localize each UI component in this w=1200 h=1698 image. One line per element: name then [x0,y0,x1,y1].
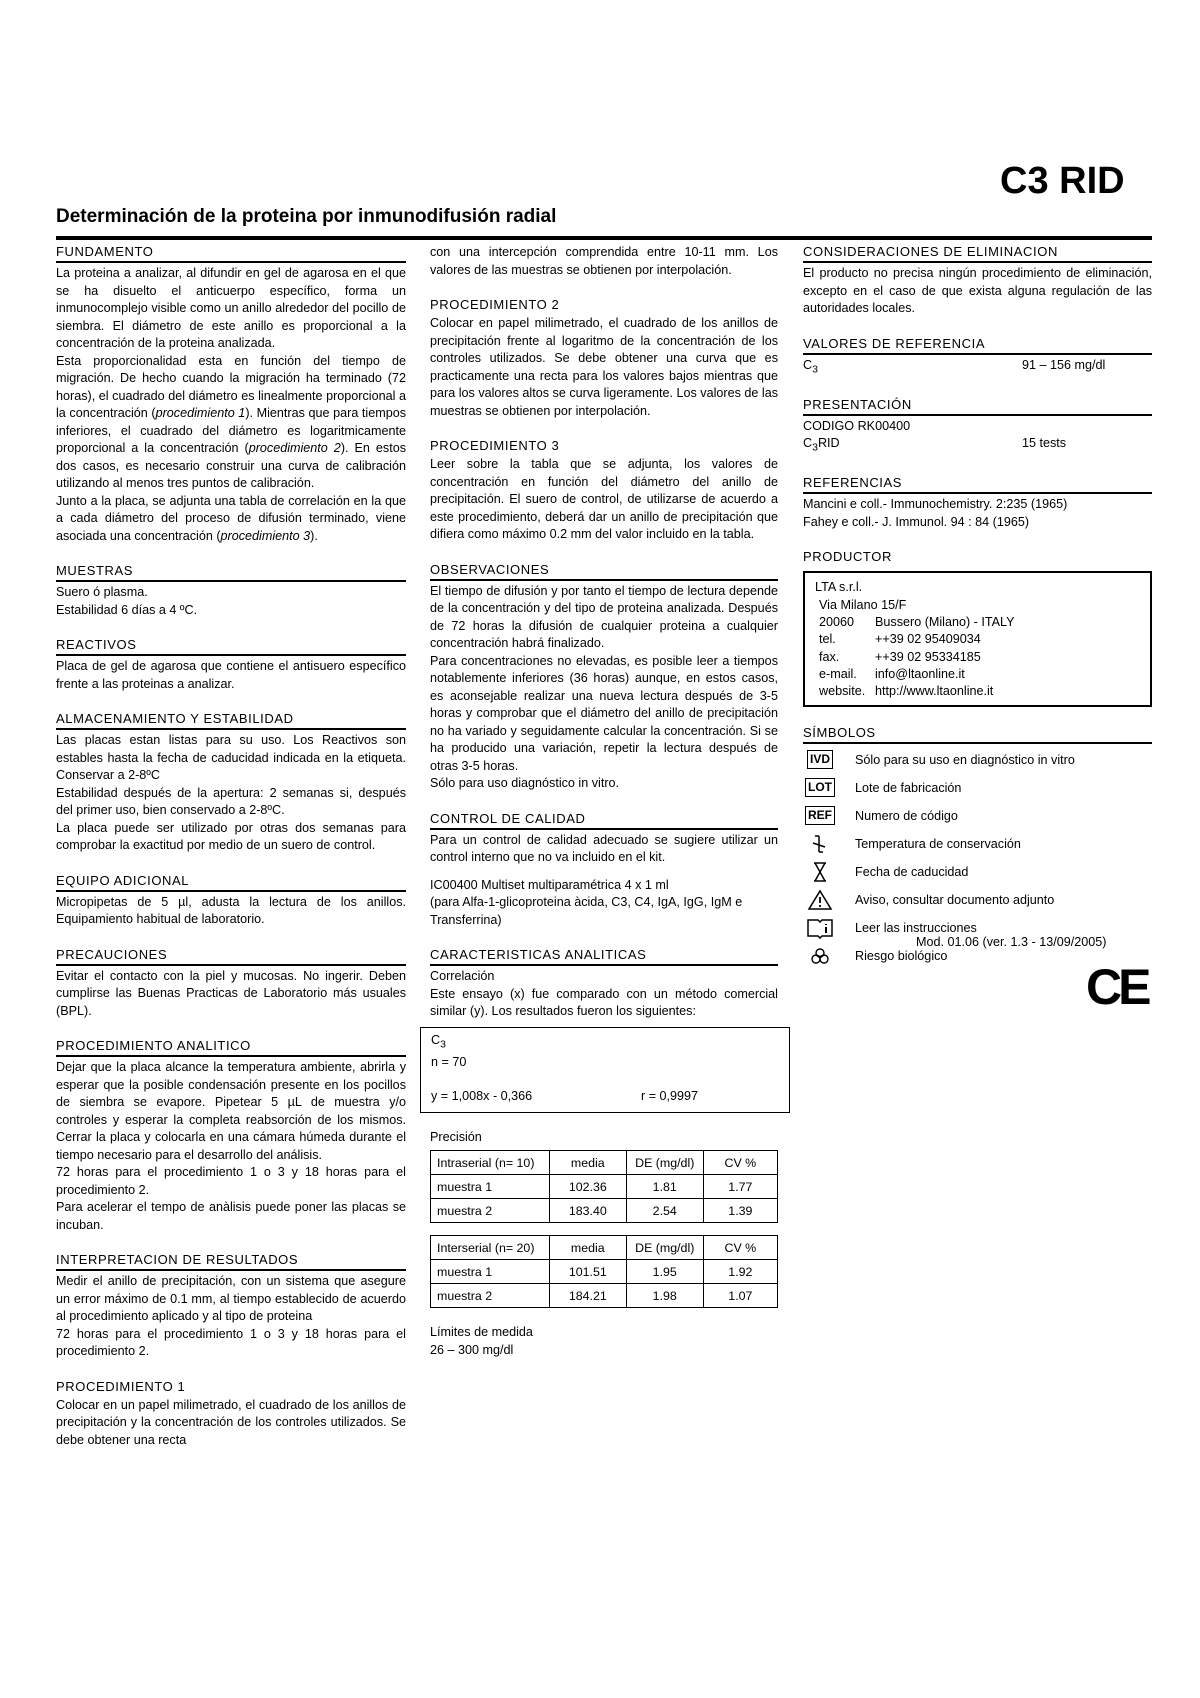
table-cell: CV % [703,1236,777,1260]
book-icon [803,917,837,939]
symbol-row [803,858,1152,886]
section-procedimiento-3 [430,438,778,544]
table-cell: 101.51 [549,1260,626,1284]
correlation-box [420,1027,790,1113]
table-cell: 183.40 [549,1199,626,1223]
paragraph: Las placas estan listas para su uso. Los Reactivos son estables hasta la fecha de caducidad indicada en la etiqueta. Conservar a 2-8ºC [56,733,406,782]
table-cell: 2.54 [626,1199,703,1223]
fax-row [815,649,1140,666]
product-name [803,435,840,457]
section-control-calidad [430,811,778,930]
section-heading: MUESTRAS [56,563,406,582]
table-cell: media [549,1236,626,1260]
email: info@ltaonline.it [875,666,965,681]
section-heading: INTERPRETACION DE RESULTADOS [56,1252,406,1271]
symbol-label: Temperatura de conservación [855,836,1021,851]
table-cell: 1.98 [626,1284,703,1308]
warning-icon [803,889,837,911]
text: C [431,1032,441,1047]
paragraph: Para un control de calidad adecuado se sugiere utilizar un control interno que no va incluido en el kit. [430,832,778,864]
label: fax. [819,649,840,664]
table-cell: 1.95 [626,1260,703,1284]
text: RID [817,436,840,451]
section-heading: ALMACENAMIENTO Y ESTABILIDAD [56,711,406,730]
table-cell: DE (mg/dl) [626,1236,703,1260]
measurement-range: 26 – 300 mg/dl [430,1342,514,1357]
subscript: 3 [812,441,818,454]
thermometer-icon [803,833,837,855]
reference-value: 91 – 156 mg/dl [1022,357,1106,372]
table-cell: Interserial (n= 20) [431,1236,550,1260]
paragraph: Para concentraciones no elevadas, es posible leer a tiempos notablemente inferiores (36 horas) aunque, en estos casos, es aconsejable realizar una nueva lectura después de 3-5 horas y comprobar que el diámetro del anillo de precipitación no ha variado y seguidamente calcular la concentración. Si se ha producido una variación, repetir la lectura después de otras 3-5 horas. [430,653,778,773]
section-precauciones [56,947,406,1021]
text: C [803,357,813,372]
version-note: Mod. 01.06 (ver. 1.3 - 13/09/2005) [916,935,1107,949]
presentation-row [803,435,1152,457]
column-3 [803,244,1152,988]
table-row [431,1175,778,1199]
section-heading: CONTROL DE CALIDAD [430,811,778,830]
text-line: (para Alfa-1-glicoproteina àcida, C3, C4, IgA, IgG, IgM e Transferrina) [430,895,743,927]
section-valores-referencia [803,336,1152,379]
table-row [431,1284,778,1308]
paragraph: Micropipetas de 5 µl, adusta la lectura de los anillos. Equipamiento habitual de laboratorio. [56,894,406,926]
paragraph: Colocar en un papel milimetrado, el cuadrado de los anillos de precipitación y la concentración de los controles utilizados. Se debe obtener una recta [56,1397,406,1447]
subscript: 3 [812,363,818,376]
table-cell: 1.81 [626,1175,703,1199]
paragraph: Medir el anillo de precipitación, con un sistema que asegure un error máximo de 0.1 mm, al tiempo establecido de acuerdo al procedimiento aplicado y al tipo de proteina [56,1274,406,1323]
paragraph [56,493,406,546]
regression-line [431,1088,779,1106]
section-heading: PRODUCTOR [803,549,892,565]
table-cell: 1.92 [703,1260,777,1284]
manufacturer-box [803,571,1152,706]
italic-text: procedimiento 2 [248,441,341,455]
section-almacenamiento [56,711,406,855]
section-referencias [803,475,1152,531]
analyte-label [431,1032,779,1054]
subheading: Límites de medida [430,1325,533,1340]
address-row [815,614,1140,631]
paragraph: Estabilidad después de la apertura: 2 semanas si, después del primer uso, bien conservado a 2-8ºC. [56,785,406,817]
label: e-mail. [819,666,857,681]
symbol-label: Sólo para su uso en diagnóstico in vitro [855,752,1075,767]
paragraph: Colocar en papel milimetrado, el cuadrado de los anillos de precipitación frente al logaritmo de la concentración de los controles utilizados. Se debe obtener una curva que es practicamente una recta para los valores bajos mientras que para los valores altos se curva ligeramente. Los valores de las muestras se obtienen por interpolación. [430,316,778,418]
symbol-badge: IVD [807,750,833,769]
paragraph: Placa de gel de agarosa que contiene el antisuero específico frente a las proteinas a analizar. [56,659,406,691]
text-line: Suero ó plasma. [56,585,148,599]
interserial-table [430,1235,778,1308]
website: http://www.ltaonline.it [875,684,994,699]
table-cell: muestra 2 [431,1284,550,1308]
table-cell: 1.77 [703,1175,777,1199]
document-title: C3 RID [1000,160,1125,202]
section-productor [803,549,1152,706]
table-cell: 1.39 [703,1199,777,1223]
section-heading: REACTIVOS [56,637,406,656]
symbol-label: Aviso, consultar documento adjunto [855,892,1055,907]
paragraph: Para acelerar el tempo de anàlisis puede poner las placas se incuban. [56,1200,406,1232]
email-row [815,666,1140,683]
section-heading: PROCEDIMIENTO ANALITICO [56,1038,406,1057]
table-cell: 1.07 [703,1284,777,1308]
text: ). En estos dos casos, es necesario construir una curva de calibración utilizando al menos tres puntos de calibración. [56,441,406,490]
table-cell: 102.36 [549,1175,626,1199]
subheading: Precisión [430,1129,482,1144]
section-heading: EQUIPO ADICIONAL [56,873,406,892]
reference: Mancini e coll.- Immunochemistry. 2:235 (1965) [803,497,1068,512]
table-cell: Intraserial (n= 10) [431,1151,550,1175]
company-name: LTA s.r.l. [815,580,863,595]
section-heading: CARACTERISTICAS ANALITICAS [430,947,778,966]
lot-icon [803,777,837,799]
section-heading: PROCEDIMIENTO 2 [430,297,560,312]
section-procedimiento-2 [430,297,778,420]
phone-row [815,631,1140,648]
section-heading: SÍMBOLOS [803,725,1152,744]
symbol-badge: LOT [805,778,835,797]
paragraph: El producto no precisa ningún procedimiento de eliminación, excepto en el caso de que exista alguna regulación de las autoridades locales. [803,266,1152,315]
reference-value-row [803,357,1152,379]
table-cell: muestra 1 [431,1260,550,1284]
section-reactivos [56,637,406,693]
product-code: CODIGO RK00400 [803,418,911,433]
symbol-label: Numero de código [855,808,958,823]
text: Esta proporcionalidad esta en función del tiempo de migración. De hecho cuando la migración ha terminado (72 horas), el cuadrado del diámetro es linealmente proporcional a la concentración ( [56,353,406,420]
section-equipo [56,873,406,929]
symbol-row [803,774,1152,802]
table-cell: CV % [703,1151,777,1175]
section-procedimiento-analitico [56,1038,406,1234]
italic-text: procedimiento 3 [220,528,311,543]
symbol-row [803,746,1152,774]
header-rule [56,236,1152,240]
ref-icon [803,805,837,827]
table-row [431,1199,778,1223]
section-heading: REFERENCIAS [803,475,1152,494]
section-observaciones [430,562,778,793]
section-heading: PROCEDIMIENTO 3 [430,438,560,453]
analyte-label [803,357,818,379]
paragraph: 72 horas para el procedimiento 1 o 3 y 18 horas para el procedimiento 2. [56,1165,406,1197]
symbol-row [803,830,1152,858]
paragraph: La proteina a analizar, al difundir en gel de agarosa en el que se ha disuelto el anticuerpo específico, forma un inmunocomplejo visible como un anillo alrededor del pocillo de siembra. El diámetro de este anillo es proporcional a la concentración de la proteina analizada. [56,266,406,350]
paragraph: Sólo para uso diagnóstico in vitro. [430,776,620,790]
table-cell: 184.21 [549,1284,626,1308]
symbol-row [803,886,1152,914]
section-interpretacion [56,1252,406,1361]
symbol-label: Fecha de caducidad [855,864,969,879]
section-heading: PRECAUCIONES [56,947,406,966]
section-muestras [56,563,406,619]
section-heading: FUNDAMENTO [56,244,406,263]
correlation-coefficient: r = 0,9997 [641,1089,699,1104]
label: website. [819,684,866,699]
paragraph [56,353,406,493]
column-2 [430,244,778,1377]
section-heading: VALORES DE REFERENCIA [803,336,1152,355]
biohazard-icon [803,945,837,967]
fax: ++39 02 95334185 [875,649,981,664]
reference: Fahey e coll.- J. Immunol. 94 : 84 (1965) [803,514,1030,529]
text: ). Mientras que para tiempos inferiores, el cuadrado del diámetro es logaritmicamente proporcional a la concentración ( [56,406,407,455]
section-caracteristicas [430,947,778,1359]
phone: ++39 02 95409034 [875,632,981,647]
table-row [431,1260,778,1284]
website-row [815,683,1140,700]
test-count: 15 tests [1022,436,1067,451]
section-heading: PRESENTACIÓN [803,397,1152,416]
regression-equation: y = 1,008x - 0,366 [431,1089,533,1104]
hourglass-icon [803,861,837,883]
table-cell: DE (mg/dl) [626,1151,703,1175]
table-cell: muestra 2 [431,1199,550,1223]
paragraph: El tiempo de difusión y por tanto el tiempo de lectura depende de la concentración y del tipo de proteina analizada. Después de 72 horas la difusión de cualquier proteina a cualquier concentración habrá finalizado. [430,583,778,650]
text: Junto a la placa, se adjunta una tabla de correlación en la que a cada diámetro del proceso de difusión terminado, viene asociada una concentración ( [56,493,406,543]
ivd-icon [803,749,837,771]
section-heading: OBSERVACIONES [430,562,778,581]
street: Via Milano 15/F [819,597,907,612]
label: tel. [819,632,836,647]
city: Bussero (Milano) - ITALY [875,615,1015,630]
paragraph: con una intercepción comprendida entre 10-11 mm. Los valores de las muestras se obtienen por interpolación. [430,245,778,277]
document-subtitle: Determinación de la proteina por inmunodifusión radial [56,206,557,227]
italic-text: procedimiento 1 [155,406,246,420]
symbol-label: Leer las instrucciones [855,920,977,935]
section-presentacion [803,397,1152,458]
paragraph: Dejar que la placa alcance la temperatura ambiente, abrirla y esperar que la posible condensación presente en los pocillos de siembra se evapore. Pipetear 5 µL de muestra y/o controles y esperar la completa reabsorción de los mismos. Cerrar la placa y colocarla en una cámara húmeda durante el tiempo necesario para el desarrollo del análisis. [56,1060,406,1162]
table-cell: muestra 1 [431,1175,550,1199]
paragraph: Este ensayo (x) fue comparado con un método comercial similar (y). Los resultados fueron los siguientes: [430,986,778,1018]
section-eliminacion [803,244,1152,318]
symbol-row [803,802,1152,830]
subscript: 3 [440,1038,446,1051]
table-cell: media [549,1151,626,1175]
section-heading: CONSIDERACIONES DE ELIMINACION [803,244,1152,263]
sample-count: n = 70 [431,1054,467,1069]
symbol-label: Lote de fabricación [855,780,962,795]
text-line: IC00400 Multiset multiparamétrica 4 x 1 ml [430,877,669,892]
zip: 20060 [819,615,855,630]
paragraph: Leer sobre la tabla que se adjunta, los valores de concentración en función del diámetro del anillo de precipitación. El suero de control, de utilizarse de acuerdo a este procedimiento, deberá dar un anillo de precipitación que difiera como máximo 0.2 mm del valor incluido en la tabla. [430,457,778,541]
subheading: Correlación [430,969,495,983]
section-fundamento [56,244,406,545]
section-simbolos [803,725,1152,970]
symbol-label: Riesgo biológico [855,948,948,963]
table-header-row [431,1236,778,1260]
section-continuation [430,244,778,279]
column-1 [56,244,406,1467]
section-procedimiento-1 [56,1379,406,1450]
paragraph: Evitar el contacto con la piel y mucosas. No ingerir. Deben cumplirse las Buenas Practicas de Laboratorio más usuales (BPL). [56,968,406,1018]
section-heading: PROCEDIMIENTO 1 [56,1378,186,1394]
text: ). [310,528,318,543]
text: C [803,436,813,451]
text-line: Estabilidad 6 días a 4 ºC. [56,602,198,617]
paragraph: 72 horas para el procedimiento 1 o 3 y 18 horas para el procedimiento 2. [56,1326,406,1358]
table-header-row [431,1151,778,1175]
paragraph: La placa puede ser utilizado por otras dos semanas para comprobar la exactitud por medio de un suero de control. [56,820,406,852]
symbol-badge: REF [805,806,835,825]
ce-mark-logo: CE [1086,959,1148,1015]
intraserial-table [430,1150,778,1223]
